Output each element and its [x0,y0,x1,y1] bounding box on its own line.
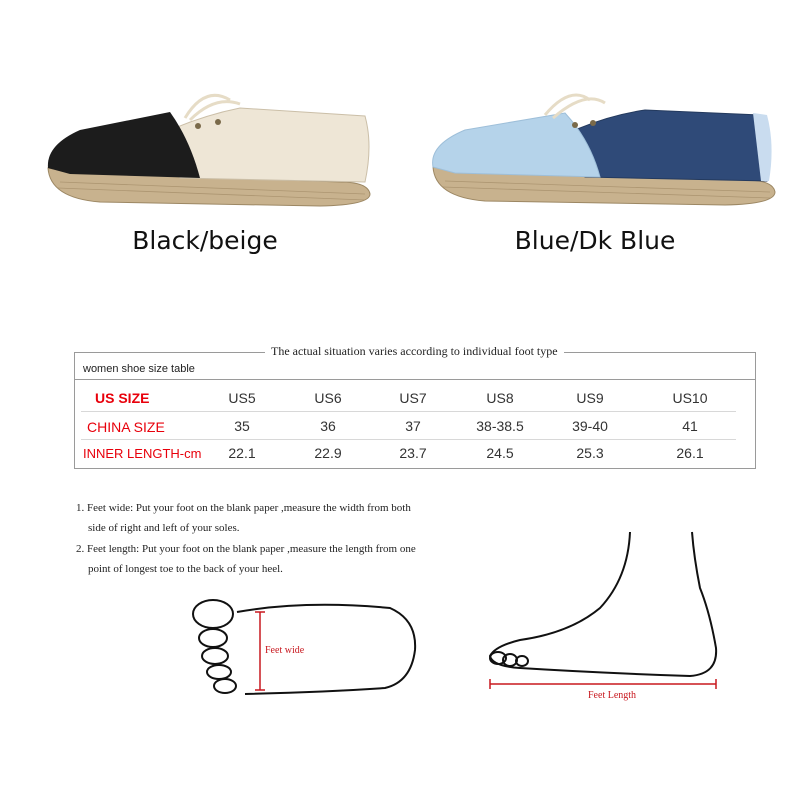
table-cell: US7 [399,390,427,406]
shoe-toe-upper [48,112,200,178]
table-cell: 23.7 [399,445,427,461]
row-label-china-size: CHINA SIZE [87,419,165,435]
instruction-1-line-1: 1. Feet wide: Put your foot on the blank paper ,measure the width from both [76,502,411,514]
table-cell: 22.9 [314,445,342,461]
feet-width-diagram [185,590,425,700]
table-cell: 24.5 [486,445,514,461]
row-label-inner-length: INNER LENGTH-cm [83,446,202,461]
table-cell: 41 [682,418,698,434]
table-cell: 37 [405,418,421,434]
row-divider [81,411,736,412]
shoe-heel-upper [575,110,769,181]
instruction-2-line-2: point of longest toe to the back of your heel. [88,563,283,575]
table-cell: US10 [672,390,708,406]
row-label-us-size: US SIZE [95,390,150,406]
feet-length-diagram [480,528,740,708]
table-cell: 26.1 [676,445,704,461]
table-cell: US9 [576,390,604,406]
size-table-title: The actual situation varies according to individual foot type [265,344,564,359]
feet-width-label: Feet wide [265,645,305,656]
table-cell: US5 [228,390,256,406]
size-table-caption: women shoe size table [83,363,195,375]
product-image-black-beige [40,90,380,210]
table-cell: 36 [320,418,336,434]
table-cell: 22.1 [228,445,256,461]
feet-length-label: Feet Length [588,690,637,701]
table-cell: 25.3 [576,445,604,461]
table-cell: 35 [234,418,250,434]
instruction-2-line-1: 2. Feet length: Put your foot on the blank paper ,measure the length from one [76,543,416,555]
product-image-blue-dk-blue [425,85,785,210]
table-cell: 39-40 [572,418,608,434]
size-table [74,344,756,469]
table-cell: US6 [314,390,342,406]
table-cell: 38-38.5 [476,418,524,434]
row-divider [81,439,736,440]
product-caption-1: Black/beige [132,226,278,255]
instruction-1-line-2: side of right and left of your soles. [88,522,240,534]
divider [75,379,755,380]
product-caption-2: Blue/Dk Blue [514,226,676,255]
shoe-heel-upper [170,108,369,182]
table-cell: US8 [486,390,514,406]
